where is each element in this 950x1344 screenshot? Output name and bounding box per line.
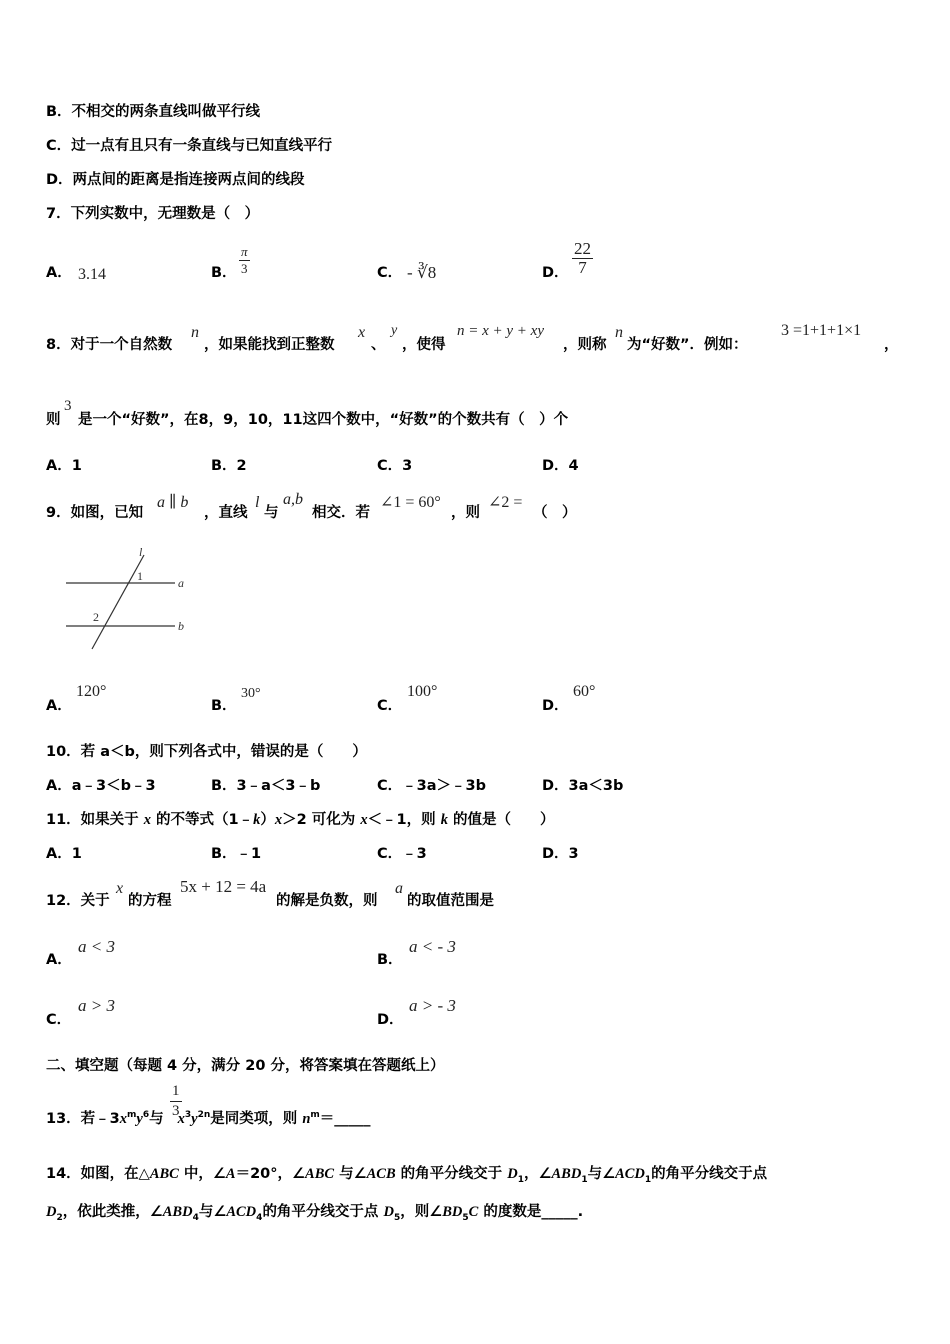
- q14-text: 14．如图，在△: [46, 1166, 150, 1182]
- q10-option-b: B．3﹣a＜3﹣b: [211, 778, 321, 794]
- q14-line-1: [46, 1164, 767, 1190]
- q12-option-c-value: a > 3: [78, 996, 115, 1015]
- fraction-denominator: 3: [172, 1103, 180, 1119]
- q14-sub: 2: [56, 1212, 63, 1223]
- q12-var-a: a: [395, 880, 403, 897]
- q8-text-then: 则: [46, 412, 61, 428]
- q12-option-c-label: C．: [46, 1012, 72, 1028]
- q14-sub: 5: [462, 1212, 469, 1223]
- q13-exp-3: 3: [184, 1110, 192, 1120]
- q11-text: 11．如果关于: [46, 812, 144, 828]
- q9-text-1: 9．如图，已知: [46, 505, 144, 521]
- q12-text-3: 的解是负数，则: [276, 893, 378, 909]
- q13-var-x: x: [119, 1110, 128, 1127]
- q14-text: 与∠: [587, 1166, 616, 1182]
- q12-option-a-value: a < 3: [78, 937, 115, 956]
- q11-var-x: x: [274, 812, 283, 828]
- q8-option-d: D．4: [542, 458, 579, 474]
- q14-var: D: [46, 1204, 57, 1220]
- section-heading: 二、填空题（每题 4 分，满分 20 分，将答案填在答题纸上）: [46, 1058, 445, 1074]
- q12-text-4: 的取值范围是: [407, 893, 494, 909]
- q11-var-x: x: [360, 812, 368, 828]
- q13-exp-m2: m: [310, 1110, 320, 1120]
- q14-var: A: [225, 1166, 236, 1182]
- q9-text-5: ，则: [451, 505, 480, 521]
- q14-sub: 1: [644, 1174, 652, 1185]
- q12-option-b-label: B．: [377, 952, 403, 968]
- q7-option-d-label: D．: [542, 265, 569, 281]
- q12-text-1: 12．关于: [46, 893, 110, 909]
- q8-option-c: C．3: [377, 458, 413, 474]
- fraction-numerator: 22: [574, 239, 591, 258]
- q12-var-x: x: [116, 880, 124, 897]
- q7-option-a-value: 3.14: [78, 266, 106, 283]
- q7-option-d-fraction: [572, 240, 593, 277]
- q14-sub: 1: [581, 1174, 588, 1185]
- q9-text-2: ，直线: [204, 505, 248, 521]
- q8-var-x: x: [358, 324, 366, 341]
- q9-angle2: ∠2 =: [488, 494, 523, 511]
- fraction-denominator: 3: [241, 261, 248, 276]
- q13-var-n: n: [302, 1110, 311, 1127]
- q9-var-ab: a,b: [283, 491, 303, 508]
- q11-var-k: k: [253, 812, 261, 828]
- q11-option-a: A．1: [46, 846, 82, 862]
- q8-text-6: 为“好数”．例如：: [627, 337, 748, 353]
- q6-option-c: C．过一点有且只有一条直线与已知直线平行: [46, 138, 333, 154]
- q14-text: 的度数是_____.: [478, 1204, 584, 1220]
- q13-exp-6: 6: [142, 1110, 150, 1120]
- label-l: l: [139, 545, 143, 559]
- q14-sub: 5: [393, 1212, 401, 1223]
- label-angle-1: 1: [137, 569, 143, 583]
- q14-text: 的角平分线交于点: [262, 1204, 384, 1220]
- q13-var-y2: y: [191, 1110, 198, 1127]
- q11-var-x: x: [143, 812, 151, 828]
- q14-text: ，依此类推，∠: [62, 1204, 163, 1220]
- q8-option-b: B．2: [211, 458, 247, 474]
- q9-var-l: l: [255, 494, 260, 511]
- q14-text: 的角平分线交于: [395, 1166, 508, 1182]
- q8-option-a: A．1: [46, 458, 82, 474]
- q9-option-d-value: 60°: [573, 683, 596, 700]
- q14-text: 与∠: [334, 1166, 367, 1182]
- q7-stem: 7．下列实数中，无理数是（ ）: [46, 206, 260, 222]
- q13-text: 是同类项，则: [210, 1110, 303, 1127]
- q13-exp-2n: 2n: [197, 1110, 211, 1120]
- q10-option-d: D．3a＜3b: [542, 778, 624, 794]
- q12-option-d-label: D．: [377, 1012, 404, 1028]
- q10-option-a: A．a﹣3＜b﹣3: [46, 778, 156, 794]
- q9-angle1: ∠1 = 60°: [380, 494, 441, 511]
- q8-equation: n = x + y + xy: [457, 323, 544, 339]
- q8-example: 3 =1+1+1×1: [781, 322, 862, 339]
- q9-option-b-value: 30°: [241, 686, 261, 701]
- q13-stem: [46, 1105, 371, 1129]
- q11-text: ＞2 可化为: [282, 812, 361, 828]
- q8-text-3: 、: [371, 337, 386, 353]
- q14-var: ABD: [162, 1204, 193, 1220]
- q8-var-n: n: [191, 324, 199, 341]
- q14-var: C: [468, 1204, 479, 1220]
- q8-text-4: ，使得: [402, 337, 446, 353]
- q13-text: 与: [149, 1110, 164, 1127]
- fraction-denominator: 7: [578, 258, 587, 277]
- q9-figure: [60, 545, 210, 655]
- q14-var: ACB: [366, 1166, 396, 1182]
- q7-option-c-value: - ∛8: [407, 263, 437, 282]
- q11-option-b: B．﹣1: [211, 846, 262, 862]
- q8-text-7: ，: [884, 337, 899, 353]
- q9-parallel: a ∥ b: [157, 494, 189, 511]
- q9-text-3: 与: [264, 505, 279, 521]
- q14-var: BD: [442, 1204, 463, 1220]
- q14-text: ＝20°，∠: [235, 1166, 306, 1182]
- q11-option-c: C．﹣3: [377, 846, 427, 862]
- q14-sub: 1: [517, 1174, 524, 1185]
- q13-text: ＝_____: [319, 1110, 371, 1127]
- q9-option-c-value: 100°: [407, 683, 438, 700]
- q8-text-line2: 是一个“好数”，在8，9，10，11这四个数中，“好数”的个数共有（ ）个: [78, 412, 569, 428]
- q14-var: D: [383, 1204, 394, 1220]
- q14-text: ，则∠: [400, 1204, 443, 1220]
- q14-sub: 4: [192, 1212, 199, 1223]
- q7-option-a-label: A．: [46, 265, 72, 281]
- q10-stem: 10．若 a＜b，则下列各式中，错误的是（ ）: [46, 744, 367, 760]
- q14-sub: 4: [256, 1212, 263, 1223]
- q14-text: 中，∠: [178, 1166, 226, 1182]
- q13-var-y: y: [136, 1110, 143, 1127]
- q8-text-2: ，如果能找到正整数: [204, 337, 335, 353]
- q7-option-b-label: B．: [211, 265, 237, 281]
- q7-option-b-fraction: [239, 244, 250, 277]
- q12-option-a-label: A．: [46, 952, 72, 968]
- q7-option-c-label: C．: [377, 265, 403, 281]
- q9-option-a-label: A．: [46, 698, 72, 714]
- q9-text-6: （ ）: [533, 505, 577, 521]
- q13-exp-m: m: [127, 1110, 137, 1120]
- q11-option-d: D．3: [542, 846, 579, 862]
- q11-text: ）: [260, 812, 275, 828]
- q14-var: ACD: [615, 1166, 645, 1182]
- fraction-numerator: π: [241, 244, 248, 259]
- q8-text-5: ，则称: [563, 337, 607, 353]
- label-angle-2: 2: [93, 610, 99, 624]
- q11-text: 的值是（ ）: [447, 812, 555, 828]
- label-b: b: [178, 619, 184, 633]
- q8-var-n-2: n: [615, 324, 623, 341]
- q11-stem: [46, 810, 555, 830]
- q13-fraction: [170, 1082, 182, 1121]
- q11-text: 的不等式（1﹣: [150, 812, 254, 828]
- q14-var: ABC: [149, 1166, 179, 1182]
- q14-line-2: [46, 1202, 583, 1228]
- q10-option-c: C．﹣3a＞﹣3b: [377, 778, 486, 794]
- q14-text: 的角平分线交于点: [651, 1166, 768, 1182]
- q11-text: ＜﹣1，则: [367, 812, 441, 828]
- q14-text: 与∠: [198, 1204, 227, 1220]
- q6-option-b: B．不相交的两条直线叫做平行线: [46, 104, 261, 120]
- q8-text-1: 8．对于一个自然数: [46, 337, 173, 353]
- q12-text-2: 的方程: [128, 893, 172, 909]
- q14-var: ABD: [551, 1166, 582, 1182]
- q11-var-k: k: [440, 812, 448, 828]
- q9-option-d-label: D．: [542, 698, 569, 714]
- q8-var-y: y: [391, 323, 398, 338]
- q13-text: 13．若﹣3: [46, 1110, 120, 1127]
- q14-var: ABC: [305, 1166, 335, 1182]
- q9-option-a-value: 120°: [76, 683, 107, 700]
- q8-number-three: 3: [64, 398, 72, 414]
- q12-option-d-value: a > - 3: [409, 996, 456, 1015]
- q14-var: ACD: [226, 1204, 257, 1220]
- q6-option-d: D．两点间的距离是指连接两点间的线段: [46, 172, 305, 188]
- q9-text-4: 相交．若: [312, 505, 370, 521]
- label-a: a: [178, 576, 184, 590]
- q14-text: ，∠: [523, 1166, 552, 1182]
- q13-var-x2: x: [177, 1110, 185, 1127]
- q9-option-c-label: C．: [377, 698, 403, 714]
- fraction-numerator: 1: [170, 1082, 182, 1102]
- q12-equation: 5x + 12 = 4a: [180, 877, 267, 896]
- q9-option-b-label: B．: [211, 698, 237, 714]
- q14-var: D: [507, 1166, 518, 1182]
- q12-option-b-value: a < - 3: [409, 937, 456, 956]
